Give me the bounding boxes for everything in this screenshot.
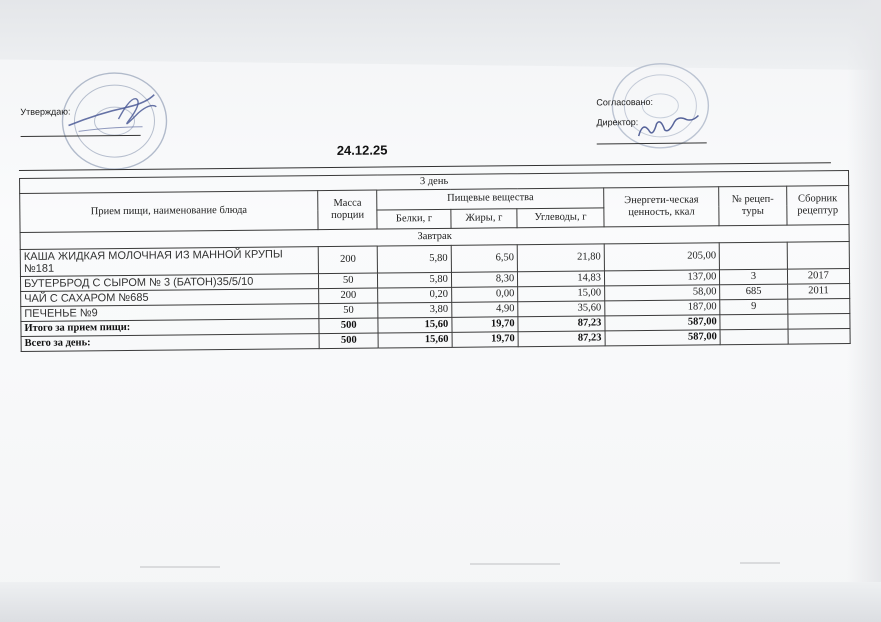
meal-total-carbs: 87,23: [518, 316, 605, 332]
day-total-label: Всего за день:: [21, 334, 319, 352]
dish-energy: 205,00: [604, 243, 720, 271]
section-breakfast: Завтрак: [20, 225, 849, 250]
dish-name: КАША ЖИДКАЯ МОЛОЧНАЯ ИЗ МАННОЙ КРУПЫ №181: [20, 247, 318, 277]
left-stamp-seal: [58, 69, 171, 174]
col-collection-header: Сборник рецептур: [786, 186, 849, 226]
col-proteins-header: Белки, г: [377, 209, 451, 229]
dish-fats: 0,00: [451, 287, 518, 303]
menu-table: [19, 170, 851, 352]
dish-mass: 200: [318, 246, 377, 274]
approve-label: Утверждаю:: [20, 106, 71, 117]
dish-energy: 137,00: [604, 270, 719, 286]
day-total-energy: 587,00: [605, 330, 720, 346]
meal-total-label: Итого за прием пищи:: [21, 319, 319, 337]
dish-recipe: 3: [720, 269, 788, 285]
dish-fats: 6,50: [451, 245, 518, 273]
menu-document: [18, 62, 853, 570]
dish-collection: [787, 242, 850, 270]
col-nutrients-header: Пищевые вещества: [377, 188, 604, 210]
dish-collection: [787, 299, 849, 315]
dish-carbs: 35,60: [518, 301, 605, 317]
col-meal-header: Прием пищи, наименование блюда: [20, 191, 318, 233]
meal-total-energy: 587,00: [605, 315, 720, 331]
dish-fats: 8,30: [451, 272, 518, 288]
col-fats-header: Жиры, г: [451, 208, 518, 228]
dish-recipe: 9: [720, 299, 788, 315]
meal-total-collection-empty: [788, 314, 850, 330]
day-total-mass: 500: [319, 333, 378, 349]
dish-recipe: [719, 242, 787, 270]
col-recipe-header: № рецеп-туры: [719, 186, 787, 226]
dish-name: ПЕЧЕНЬЕ №9: [21, 304, 319, 322]
meal-total-mass: 500: [319, 318, 378, 334]
meal-total-fats: 19,70: [452, 317, 519, 333]
day-total-proteins: 15,60: [378, 332, 452, 348]
dish-proteins: 5,80: [378, 245, 452, 273]
col-energy-header: Энергети-ческая ценность, ккал: [604, 187, 720, 227]
dish-collection: 2011: [787, 284, 849, 300]
day-total-recipe-empty: [720, 329, 788, 345]
director-label: Директор:: [596, 117, 639, 128]
dish-proteins: 0,20: [378, 287, 452, 303]
paper-bottom-band: [0, 582, 881, 622]
dish-collection: 2017: [787, 269, 849, 285]
day-total-fats: 19,70: [452, 332, 519, 348]
col-mass-header: Масса порции: [318, 190, 378, 230]
dish-mass: 50: [319, 273, 378, 289]
menu-date: 24.12.25: [336, 142, 388, 158]
dish-carbs: 15,00: [518, 286, 605, 302]
day-total-carbs: 87,23: [518, 331, 605, 347]
dish-proteins: 3,80: [378, 302, 452, 318]
day-total-collection-empty: [788, 329, 850, 345]
dish-fats: 4,90: [452, 302, 519, 318]
meal-total-recipe-empty: [720, 314, 788, 330]
dish-name: БУТЕРБРОД С СЫРОМ № 3 (БАТОН)35/5/10: [20, 274, 318, 292]
agreed-label: Согласовано:: [596, 96, 654, 108]
dish-recipe: 685: [720, 284, 788, 300]
dish-proteins: 5,80: [378, 272, 452, 288]
dish-carbs: 21,80: [517, 244, 604, 272]
dish-mass: 50: [319, 303, 378, 319]
dish-energy: 58,00: [605, 285, 720, 301]
day-title: 3 день: [20, 171, 849, 194]
dish-energy: 187,00: [605, 300, 720, 316]
meal-total-proteins: 15,60: [378, 317, 452, 333]
paper-fold: [0, 0, 881, 70]
dish-name: ЧАЙ С САХАРОМ №685: [21, 289, 319, 307]
dish-mass: 200: [319, 288, 378, 304]
col-carbs-header: Углеводы, г: [517, 207, 604, 227]
dish-carbs: 14,83: [518, 271, 605, 287]
